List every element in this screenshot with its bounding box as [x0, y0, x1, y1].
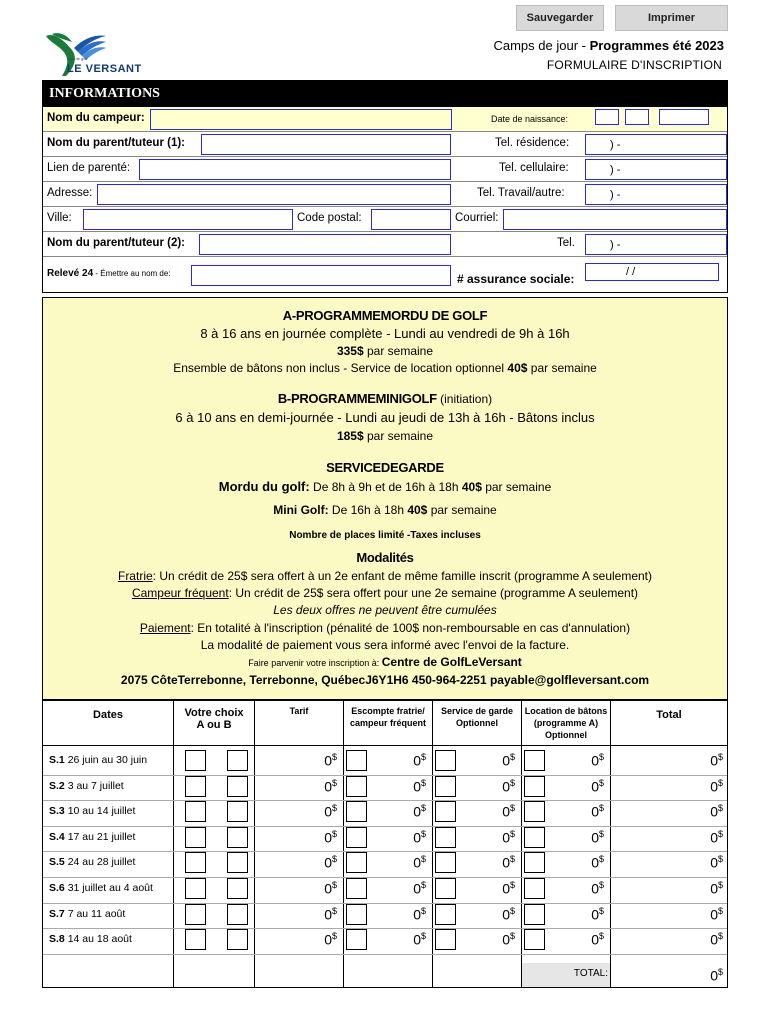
escompte-checkbox[interactable] [346, 776, 367, 797]
location-checkbox[interactable] [524, 878, 545, 899]
dob-year-input[interactable] [659, 109, 709, 125]
escompte-amount: 0$ [413, 854, 426, 872]
garde-amount: 0$ [502, 905, 515, 923]
row-total: 0$ [710, 828, 723, 846]
daycare-title: SERVICEDEGARDE [326, 460, 444, 475]
escompte-amount: 0$ [413, 931, 426, 948]
home-tel-input[interactable]: ) - [585, 134, 727, 155]
programs-section [42, 297, 728, 700]
payment-note: La modalité de paiement vous sera informé avec l'envoi de la facture. [200, 638, 570, 652]
week-dates: S.1 26 juin au 30 juin [49, 754, 148, 766]
escompte-amount: 0$ [413, 905, 426, 923]
program-a-price: 335$ par semaine [336, 344, 434, 358]
location-amount: 0$ [591, 905, 604, 923]
postal-input[interactable] [371, 209, 451, 230]
choice-b-checkbox[interactable] [227, 801, 248, 822]
cumul-note: Les deux offres ne peuvent être cumulées [273, 603, 497, 617]
total-label: TOTAL: [573, 968, 608, 979]
parent2-input[interactable] [199, 234, 451, 255]
row-parent2 [43, 232, 727, 257]
escompte-checkbox[interactable] [346, 904, 367, 925]
escompte-amount: 0$ [413, 777, 426, 795]
week-dates: S.6 31 juillet au 4 août [49, 882, 153, 894]
row-divider [43, 800, 727, 801]
row-total: 0$ [710, 905, 723, 923]
choice-a-checkbox[interactable] [185, 904, 206, 925]
row-divider [43, 928, 727, 929]
contact-address: 2075 CôteTerrebonne, Terrebonne, QuébecJ6Y1H6 450-964-2251 payable@golfleversant.com [120, 673, 650, 687]
location-amount: 0$ [591, 828, 604, 846]
tarif-amount: 0$ [324, 828, 337, 846]
garde-amount: 0$ [502, 803, 515, 820]
program-a-title: A-PROGRAMMEMORDU DE GOLF [282, 308, 488, 323]
camper-name-input[interactable] [150, 109, 452, 130]
row-divider [43, 903, 727, 904]
escompte-checkbox[interactable] [346, 827, 367, 848]
garde-amount: 0$ [502, 880, 515, 897]
week-dates: S.2 3 au 7 juillet [49, 779, 124, 792]
header-divider [43, 745, 727, 746]
page-title: Camps de jour - Programmes été 2023 [493, 38, 724, 53]
print-button[interactable]: Imprimer [615, 5, 728, 31]
row-divider [43, 851, 727, 852]
col-garde: Service de garde Optionnel [440, 706, 514, 728]
tarif-amount: 0$ [324, 777, 337, 795]
row-total: 0$ [710, 803, 723, 820]
releve-label: Relevé 24 - Émettre au nom de: [47, 268, 171, 279]
col-escompte: Escompte fratrie/ campeur fréquent [349, 706, 427, 728]
row-city [43, 207, 727, 232]
row-total: 0$ [710, 880, 723, 897]
garde-checkbox[interactable] [435, 878, 456, 899]
garde-checkbox[interactable] [435, 852, 456, 873]
address-input[interactable] [97, 184, 451, 205]
fratrie-line: Fratrie: Un crédit de 25$ sera offert à un 2e enfant de même famille inscrit (programme A seulement) [117, 569, 653, 583]
tarif-amount: 0$ [324, 854, 337, 872]
save-button[interactable]: Sauvegarder [516, 5, 604, 31]
registration-table [42, 700, 728, 988]
camper-label: Nom du campeur: [47, 112, 145, 124]
escompte-amount: 0$ [413, 828, 426, 846]
cell-label: Tel. cellulaire: [499, 162, 569, 174]
location-amount: 0$ [591, 854, 604, 872]
email-label: Courriel: [455, 212, 499, 224]
row-releve [43, 259, 727, 292]
dob-label: Date de naissance: [491, 114, 569, 124]
garde-checkbox[interactable] [435, 750, 456, 771]
location-checkbox[interactable] [524, 750, 545, 771]
address-label: Adresse: [47, 187, 93, 199]
sin-label: # assurance sociale: [457, 272, 575, 286]
work-tel-input[interactable]: ) - [585, 184, 727, 205]
week-dates: S.8 14 au 18 août [49, 933, 132, 946]
week-dates: S.7 7 au 11 août [49, 907, 126, 920]
garde-checkbox[interactable] [435, 801, 456, 822]
row-divider [43, 826, 727, 827]
daycare-mini: Mini Golf: De 16h à 18h 40$ par semaine [273, 503, 497, 517]
tarif-amount: 0$ [324, 880, 337, 897]
logo-name: LE VERSANT [67, 63, 142, 75]
choice-a-checkbox[interactable] [185, 929, 206, 950]
week-dates: S.4 17 au 21 juillet [49, 830, 136, 843]
escompte-checkbox[interactable] [346, 929, 367, 950]
modalites-title: Modalités [356, 550, 414, 565]
program-a-desc: 8 à 16 ans en journée complète - Lundi au vendredi de 9h à 16h [200, 326, 570, 341]
send-to: Faire parvenir votre inscription à: Centre de GolfLeVersant [248, 655, 522, 669]
escompte-checkbox[interactable] [346, 750, 367, 771]
parent2-tel-label: Tel. [557, 237, 575, 249]
location-checkbox[interactable] [524, 852, 545, 873]
column-divider [254, 701, 255, 987]
location-amount: 0$ [591, 803, 604, 820]
section-title: INFORMATIONS [43, 81, 727, 107]
garde-checkbox[interactable] [435, 929, 456, 950]
garde-amount: 0$ [502, 752, 515, 769]
row-total: 0$ [710, 777, 723, 795]
home-tel-label: Tel. résidence: [495, 137, 570, 149]
page-subtitle: FORMULAIRE D'INSCRIPTION [546, 58, 722, 72]
choice-a-checkbox[interactable] [185, 776, 206, 797]
logo-subtitle: club de golf [67, 56, 88, 61]
garde-amount: 0$ [502, 777, 515, 795]
location-amount: 0$ [591, 880, 604, 897]
program-b-title: B-PROGRAMMEMINIGOLF (initiation) [277, 391, 493, 406]
escompte-checkbox[interactable] [346, 801, 367, 822]
choice-b-checkbox[interactable] [227, 827, 248, 848]
choice-b-checkbox[interactable] [227, 929, 248, 950]
row-camper [43, 107, 727, 132]
garde-amount: 0$ [502, 931, 515, 948]
garde-amount: 0$ [502, 828, 515, 846]
city-label: Ville: [47, 212, 72, 224]
parent2-label: Nom du parent/tuteur (2): [47, 237, 185, 249]
choice-b-checkbox[interactable] [227, 776, 248, 797]
row-total: 0$ [710, 752, 723, 769]
row-parent1 [43, 132, 727, 157]
garde-amount: 0$ [502, 854, 515, 872]
location-checkbox[interactable] [524, 801, 545, 822]
tarif-amount: 0$ [324, 905, 337, 923]
location-checkbox[interactable] [524, 827, 545, 848]
cell-tel-input[interactable]: ) - [585, 159, 727, 180]
work-tel-label: Tel. Travail/autre: [477, 187, 565, 199]
escompte-amount: 0$ [413, 803, 426, 820]
tarif-amount: 0$ [324, 803, 337, 820]
parent2-tel-input[interactable]: ) - [585, 234, 727, 255]
row-divider [43, 954, 727, 955]
row-total: 0$ [710, 854, 723, 872]
dob-day-input[interactable] [595, 109, 619, 125]
tarif-amount: 0$ [324, 752, 337, 769]
parent1-input[interactable] [201, 134, 451, 155]
column-divider [610, 701, 611, 987]
program-a-rental: Ensemble de bâtons non inclus - Service de location optionnel 40$ par semaine [173, 361, 597, 375]
daycare-mordu: Mordu du golf: De 8h à 9h et de 16h à 18h 40$ par semaine [218, 479, 552, 494]
choice-a-checkbox[interactable] [185, 750, 206, 771]
col-total: Total [656, 709, 682, 721]
week-dates: S.3 10 au 14 juillet [49, 805, 136, 818]
choice-b-checkbox[interactable] [227, 904, 248, 925]
column-divider [173, 701, 174, 987]
email-input[interactable] [503, 209, 727, 230]
row-divider [43, 775, 727, 776]
frequent-line: Campeur fréquent: Un crédit de 25$ sera offert pour une 2e semaine (programme A seulement) [131, 586, 639, 600]
escompte-checkbox[interactable] [346, 852, 367, 873]
choice-b-checkbox[interactable] [227, 750, 248, 771]
info-section [42, 80, 728, 293]
postal-label: Code postal: [297, 212, 362, 224]
places-note: Nombre de places limité -Taxes incluses [289, 530, 481, 541]
choice-b-checkbox[interactable] [227, 878, 248, 899]
escompte-amount: 0$ [413, 752, 426, 769]
garde-checkbox[interactable] [435, 776, 456, 797]
location-amount: 0$ [591, 777, 604, 795]
releve-name-input[interactable] [191, 265, 451, 286]
dob-month-input[interactable] [625, 109, 649, 125]
grand-total: 0$ [710, 967, 723, 984]
program-b-price: 185$ par semaine [336, 429, 434, 443]
garde-checkbox[interactable] [435, 827, 456, 848]
city-input[interactable] [83, 209, 293, 230]
relation-input[interactable] [139, 159, 451, 180]
col-location: Location de bâtons (programme A) Optionnel [524, 706, 608, 740]
col-dates: Dates [93, 709, 123, 721]
choice-b-checkbox[interactable] [227, 852, 248, 873]
payment-line: Paiement: En totalité à l'inscription (pénalité de 100$ non-remboursable en cas d'annulation) [139, 621, 631, 635]
row-divider [43, 877, 727, 878]
col-choice: Votre choix A ou B [184, 707, 244, 731]
row-relation [43, 157, 727, 182]
relation-label: Lien de parenté: [47, 162, 131, 174]
row-address [43, 182, 727, 207]
week-dates: S.5 24 au 28 juillet [49, 856, 136, 869]
tarif-amount: 0$ [324, 931, 337, 948]
sin-input[interactable]: / / [585, 263, 719, 281]
column-divider [521, 701, 522, 987]
col-tarif: Tarif [289, 706, 309, 716]
garde-checkbox[interactable] [435, 904, 456, 925]
escompte-checkbox[interactable] [346, 878, 367, 899]
choice-a-checkbox[interactable] [185, 878, 206, 899]
column-divider [343, 701, 344, 987]
choice-a-checkbox[interactable] [185, 827, 206, 848]
choice-a-checkbox[interactable] [185, 852, 206, 873]
location-checkbox[interactable] [524, 776, 545, 797]
location-amount: 0$ [591, 931, 604, 948]
row-total: 0$ [710, 931, 723, 948]
choice-a-checkbox[interactable] [185, 801, 206, 822]
location-checkbox[interactable] [524, 904, 545, 925]
parent1-label: Nom du parent/tuteur (1): [47, 137, 185, 149]
location-amount: 0$ [591, 752, 604, 769]
column-divider [432, 701, 433, 987]
location-checkbox[interactable] [524, 929, 545, 950]
program-b-desc: 6 à 10 ans en demi-journée - Lundi au jeudi de 13h à 16h - Bâtons inclus [175, 410, 595, 425]
escompte-amount: 0$ [413, 880, 426, 897]
